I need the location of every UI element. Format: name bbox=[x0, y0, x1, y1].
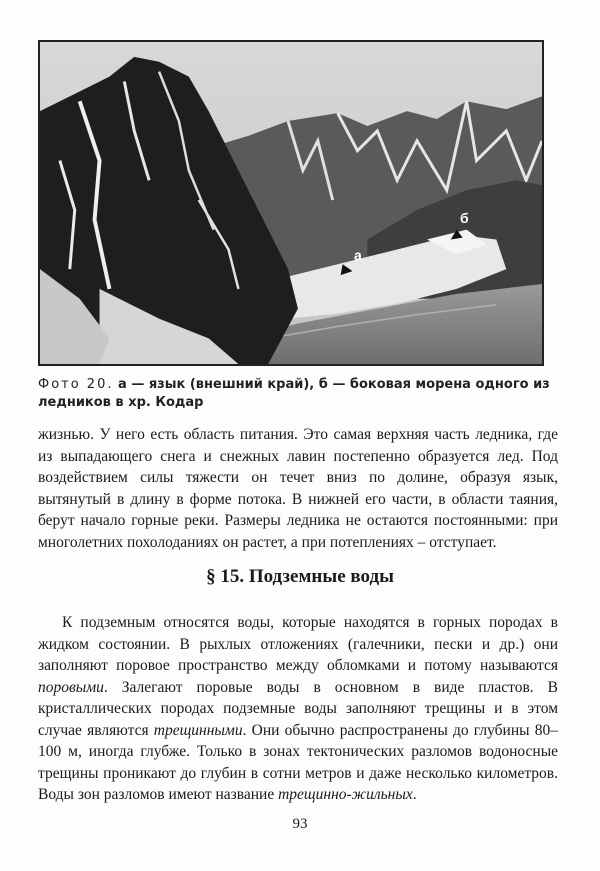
paragraph-groundwater bbox=[38, 612, 558, 806]
p2-part4: . bbox=[412, 786, 417, 803]
section-heading: § 15. Подземные воды bbox=[206, 566, 394, 587]
photo-illustration bbox=[40, 42, 542, 364]
term-fissure: трещинными bbox=[153, 721, 243, 739]
page-number: 93 bbox=[292, 816, 308, 832]
term-fissure-vein: трещинно-жильных bbox=[278, 786, 413, 803]
paragraph-glacier: жизнью. У него есть область питания. Это самая верхняя часть ледника, где из выпадающего снега и снежных лавин постепенно образуется лед. Под воздействием силы тяжести он течет вниз по долине, образуя язык, вытянутый в длину в форме потока. В нижней его части, в области таяния, берут начало горные реки. Размеры ледника не остаются постоянными: при многолетних похолоданиях он растет, а при потеплениях – отступает. bbox=[38, 426, 558, 551]
marker-b: б bbox=[460, 210, 469, 226]
caption-text: а — язык (внешний край), б — боковая морена одного из ледников в хр. Кодар bbox=[38, 377, 550, 410]
caption-label: Фото 20. bbox=[38, 377, 114, 392]
mountain-glacier-photo bbox=[38, 40, 544, 366]
p2-part3: . Они обычно распространены до глубины 80–100 м, иногда глубже. Только в зонах тектонических разломов водоносные трещины проникают до глубин в сотни метров и даже несколько километров. Воды зон разломов имеют название bbox=[38, 721, 558, 803]
term-porous: поровыми bbox=[38, 678, 104, 696]
marker-a: а bbox=[354, 247, 362, 263]
p2-part1: К подземным относятся воды, которые находятся в горных породах в жидком состоянии. В рыхлых отложениях (галечники, пески и др.) они заполняют поровое пространство между обломками и потому называются bbox=[38, 614, 558, 674]
p2-part2: . Залегают поровые воды в основном в виде пластов. В кристаллических породах подземные воды заполняют трещины и в этом случае являются bbox=[38, 678, 558, 739]
photo-caption bbox=[38, 376, 558, 412]
